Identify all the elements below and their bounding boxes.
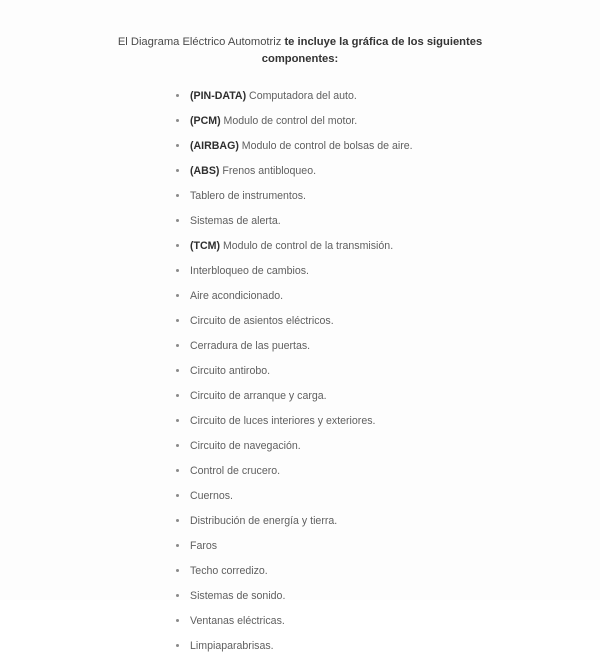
components-list-container bbox=[0, 69, 600, 653]
list-item-label: Tablero de instrumentos. bbox=[190, 189, 307, 202]
list-item bbox=[176, 339, 600, 354]
list-item-label: Circuito de asientos eléctricos. bbox=[190, 314, 334, 327]
list-item-label: Sistemas de alerta. bbox=[190, 214, 281, 227]
list-item-label: Modulo de control de la transmisión. bbox=[220, 239, 394, 252]
page-title-emphasis: te incluye la gráfica de los siguientes componentes: bbox=[261, 36, 483, 66]
list-item-tag: (ABS) bbox=[190, 164, 220, 177]
page-title bbox=[0, 0, 600, 69]
list-item-label: Cuernos. bbox=[190, 489, 233, 502]
list-item-label: Control de crucero. bbox=[190, 464, 281, 477]
list-item-label: Distribución de energía y tierra. bbox=[190, 514, 338, 527]
list-item bbox=[176, 139, 600, 154]
list-item bbox=[176, 439, 600, 454]
list-item-tag: (AIRBAG) bbox=[190, 139, 239, 152]
list-item-label: Computadora del auto. bbox=[246, 89, 357, 102]
list-item-label: Circuito de navegación. bbox=[190, 439, 301, 452]
list-item bbox=[176, 114, 600, 129]
list-item bbox=[176, 514, 600, 529]
page-title-lead: El Diagrama Eléctrico Automotriz bbox=[117, 36, 285, 48]
list-item-tag: (TCM) bbox=[190, 239, 221, 252]
list-item-label: Techo corredizo. bbox=[190, 564, 268, 577]
list-item bbox=[176, 589, 600, 604]
list-item bbox=[176, 464, 600, 479]
list-item-label: Ventanas eléctricas. bbox=[190, 614, 285, 627]
list-item bbox=[176, 89, 600, 104]
list-item bbox=[176, 414, 600, 429]
list-item-label: Aire acondicionado. bbox=[190, 289, 284, 302]
list-item bbox=[176, 364, 600, 379]
list-item-label: Modulo de control del motor. bbox=[220, 114, 358, 127]
list-item-label: Limpiaparabrisas. bbox=[190, 639, 274, 652]
list-item-label: Circuito antirobo. bbox=[190, 364, 271, 377]
list-item bbox=[176, 489, 600, 504]
list-item-label: Modulo de control de bolsas de aire. bbox=[238, 139, 413, 152]
list-item-label: Circuito de arranque y carga. bbox=[190, 389, 327, 402]
list-item-label: Cerradura de las puertas. bbox=[190, 339, 311, 352]
list-item bbox=[176, 239, 600, 254]
list-item-label: Faros bbox=[190, 539, 218, 552]
list-item-label: Circuito de luces interiores y exteriores. bbox=[190, 414, 376, 427]
components-list bbox=[0, 89, 600, 653]
list-item-tag: (PCM) bbox=[190, 114, 221, 127]
list-item-label: Interbloqueo de cambios. bbox=[190, 264, 309, 277]
list-item-label: Sistemas de sonido. bbox=[190, 589, 286, 602]
list-item bbox=[176, 564, 600, 579]
list-item bbox=[176, 639, 600, 653]
list-item bbox=[176, 164, 600, 179]
list-item-tag: (PIN-DATA) bbox=[190, 89, 247, 102]
list-item bbox=[176, 289, 600, 304]
list-item bbox=[176, 614, 600, 629]
list-item bbox=[176, 189, 600, 204]
list-item-label: Frenos antibloqueo. bbox=[219, 164, 317, 177]
list-item bbox=[176, 214, 600, 229]
list-item bbox=[176, 314, 600, 329]
list-item bbox=[176, 389, 600, 404]
list-item bbox=[176, 539, 600, 554]
list-item bbox=[176, 264, 600, 279]
